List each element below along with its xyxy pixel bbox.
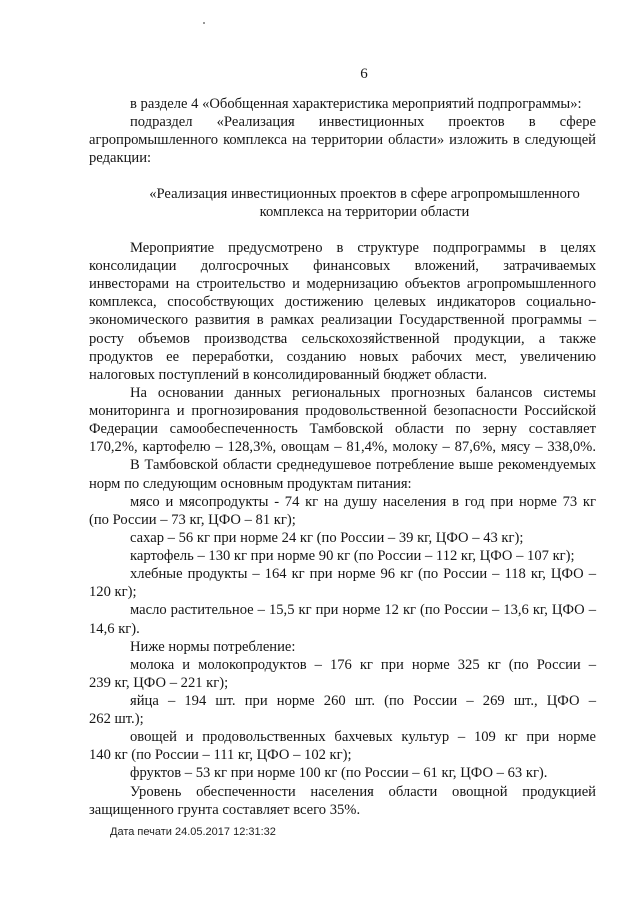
- body-line: Мероприятие предусмотрено в структуре подпрограммы в целях: [130, 240, 596, 256]
- scan-speck: [203, 22, 205, 24]
- body-line: (по России – 73 кг, ЦФО – 81 кг);: [89, 512, 296, 528]
- section-heading: «Реализация инвестиционных проектов в сфере агропромышленного: [149, 186, 580, 202]
- body-line: 262 шт.);: [89, 711, 144, 727]
- intro-line: редакции:: [89, 150, 152, 166]
- body-line: картофель – 130 кг при норме 90 кг (по России – 112 кг, ЦФО – 107 кг);: [130, 548, 575, 564]
- body-line: росту объемов производства сельскохозяйственной продукции, а также: [89, 331, 596, 347]
- body-line: Федерации самообеспеченность Тамбовской области по зерну составляет: [89, 421, 596, 437]
- body-line: В Тамбовской области среднедушевое потребление выше рекомендуемых: [130, 457, 596, 473]
- intro-line: в разделе 4 «Обобщенная характеристика мероприятий подпрограммы»:: [130, 96, 582, 112]
- intro-line: агропромышленного комплекса на территории области» изложить в следующей: [89, 132, 596, 148]
- body-line: экономического развития в рамках реализации Государственной программы –: [89, 312, 596, 328]
- body-line: овощей и продовольственных бахчевых культур – 109 кг при норме: [130, 729, 596, 745]
- body-line: яйца – 194 шт. при норме 260 шт. (по России – 269 шт., ЦФО –: [130, 693, 596, 709]
- body-line: мясо и мясопродукты - 74 кг на душу населения в год при норме 73 кг: [130, 494, 596, 510]
- body-line: 239 кг, ЦФО – 221 кг);: [89, 675, 229, 691]
- body-line: сахар – 56 кг при норме 24 кг (по России – 39 кг, ЦФО – 43 кг);: [130, 530, 524, 546]
- body-line: комплекса, способствующих достижению целевых индикаторов социально-: [89, 294, 596, 310]
- body-line: хлебные продукты – 164 кг при норме 96 кг (по России – 118 кг, ЦФО –: [130, 566, 596, 582]
- body-line: фруктов – 53 кг при норме 100 кг (по России – 61 кг, ЦФО – 63 кг).: [130, 765, 548, 781]
- body-line: 14,6 кг).: [89, 621, 140, 637]
- body-line: 120 кг);: [89, 584, 137, 600]
- body-line: молока и молокопродуктов – 176 кг при норме 325 кг (по России –: [130, 657, 596, 673]
- body-line: продуктов ее переработки, созданию новых рабочих мест, увеличению: [89, 349, 596, 365]
- body-line: масло растительное – 15,5 кг при норме 12 кг (по России – 13,6 кг, ЦФО –: [130, 602, 596, 618]
- body-line: Ниже нормы потребление:: [130, 639, 296, 655]
- page-number: 6: [360, 66, 368, 82]
- print-date-footer: Дата печати 24.05.2017 12:31:32: [110, 826, 276, 838]
- section-heading: комплекса на территории области: [259, 204, 470, 220]
- intro-line: подраздел «Реализация инвестиционных проектов в сфере: [130, 114, 596, 130]
- body-line: Уровень обеспеченности населения области овощной продукцией: [130, 784, 596, 800]
- body-line: консолидации долгосрочных финансовых вложений, затрачиваемых: [89, 258, 596, 274]
- body-line: норм по следующим основным продуктам питания:: [89, 476, 412, 492]
- body-line: налоговых поступлений в консолидированный бюджет области.: [89, 367, 488, 383]
- body-line: мониторинга и прогнозирования продовольственной безопасности Российской: [89, 403, 596, 419]
- body-line: На основании данных региональных прогнозных балансов системы: [130, 385, 596, 401]
- body-line: 170,2%, картофелю – 128,3%, овощам – 81,4%, молоку – 87,6%, мясу – 338,0%.: [89, 439, 596, 455]
- body-line: 140 кг (по России – 111 кг, ЦФО – 102 кг);: [89, 747, 352, 763]
- body-line: защищенного грунта составляет всего 35%.: [89, 802, 361, 818]
- body-line: инвесторами на строительство и модернизацию объектов агропромышленного: [89, 276, 596, 292]
